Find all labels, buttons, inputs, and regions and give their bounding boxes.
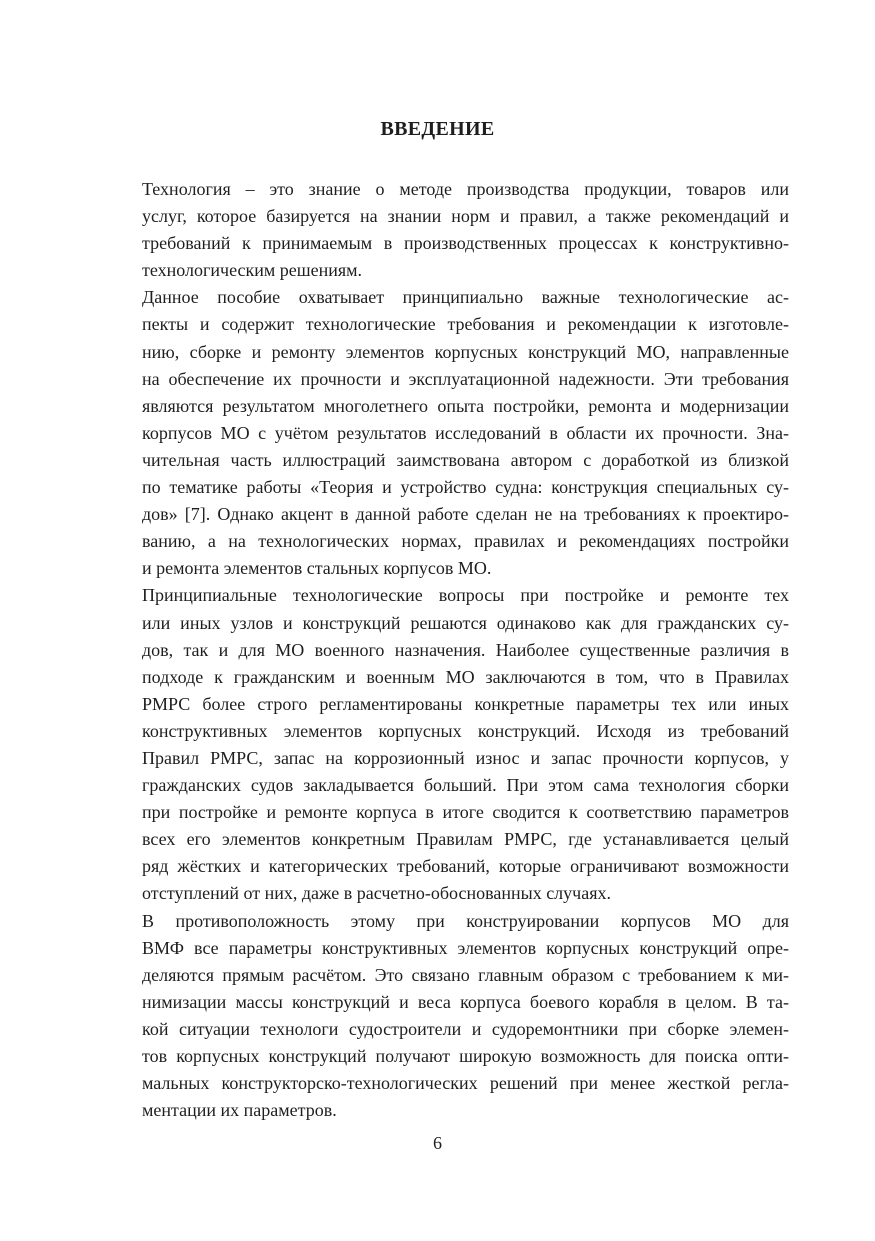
paragraph-line: дов» [7]. Однако акцент в данной работе сделан не на требованиях к проектиро- (142, 504, 789, 525)
paragraph-line: ряд жёстких и категорических требований, которые ограничивают возможности (142, 856, 789, 877)
paragraph-line: ВМФ все параметры конструктивных элементов корпусных конструкций опре- (142, 937, 789, 958)
paragraph-4 (86, 908, 789, 1125)
paragraph-line: дов, так и для МО военного назначения. Наиболее существенные различия в (142, 639, 789, 660)
paragraph-line: мальных конструкторско-технологических решений при менее жесткой регла- (142, 1073, 789, 1094)
paragraph-line: на обеспечение их прочности и эксплуатационной надежности. Эти требования (142, 368, 789, 389)
paragraph-line: чительная часть иллюстраций заимствована автором с доработкой из близкой (142, 449, 789, 470)
paragraph-line: гражданских судов закладывается больший. При этом сама технология сборки (142, 775, 789, 796)
paragraph-line: при постройке и ремонте корпуса в итоге сводится к соответствию параметров (142, 802, 789, 823)
paragraph-2 (86, 284, 789, 582)
paragraph-line: Данное пособие охватывает принципиально важные технологические ас- (142, 287, 789, 308)
paragraph-line: или иных узлов и конструкций решаются одинаково как для гражданских су- (142, 612, 789, 633)
document-page (86, 0, 789, 1241)
paragraph-line: В противоположность этому при конструировании корпусов МО для (142, 910, 789, 931)
paragraph-3 (86, 582, 789, 907)
paragraph-1 (86, 176, 789, 284)
paragraph-line: подходе к гражданским и военным МО заключаются в том, что в Правилах (142, 666, 789, 687)
paragraph-line: Технология – это знание о методе производства продукции, товаров или (142, 179, 789, 199)
paragraph-line: пекты и содержит технологические требования и рекомендации к изготовле- (142, 314, 789, 335)
paragraph-line: отступлений от них, даже в расчетно-обоснованных случаях. (142, 883, 611, 904)
paragraph-line: технологическим решениям. (142, 260, 363, 281)
paragraph-line: Правил РМРС, запас на коррозионный износ и запас прочности корпусов, у (142, 747, 789, 768)
paragraph-line: ментации их параметров. (142, 1100, 337, 1121)
body-text (86, 176, 789, 1124)
paragraph-line: корпусов МО с учётом результатов исследований в области их прочности. Зна- (142, 422, 789, 443)
paragraph-line: всех его элементов конкретным Правилам РМРС, где устанавливается целый (142, 829, 789, 850)
paragraph-line: нию, сборке и ремонту элементов корпусных конструкций МО, направленные (142, 341, 789, 362)
paragraph-line: по тематике работы «Теория и устройство судна: конструкция специальных су- (142, 477, 789, 498)
page-number: 6 (433, 1133, 442, 1153)
page-title: ВВЕДЕНИЕ (380, 118, 495, 140)
paragraph-line: конструктивных элементов корпусных конструкций. Исходя из требований (142, 720, 789, 741)
paragraph-line: тов корпусных конструкций получают широкую возможность для поиска опти- (142, 1046, 789, 1066)
paragraph-line: нимизации массы конструкций и веса корпуса боевого корабля в целом. В та- (142, 991, 789, 1012)
paragraph-line: РМРС более строго регламентированы конкретные параметры тех или иных (142, 693, 789, 714)
paragraph-line: деляются прямым расчётом. Это связано главным образом с требованием к ми- (142, 964, 789, 985)
paragraph-line: Принципиальные технологические вопросы при постройке и ремонте тех (142, 585, 789, 606)
paragraph-line: ванию, а на технологических нормах, правилах и рекомендациях постройки (142, 531, 789, 552)
paragraph-line: являются результатом многолетнего опыта постройки, ремонта и модернизации (142, 395, 789, 416)
paragraph-line: и ремонта элементов стальных корпусов МО. (142, 558, 492, 579)
paragraph-line: услуг, которое базируется на знании норм и правил, а также рекомендаций и (142, 206, 789, 227)
paragraph-line: требований к принимаемым в производственных процессах к конструктивно- (142, 233, 789, 254)
paragraph-line: кой ситуации технологи судостроители и судоремонтники при сборке элемен- (142, 1018, 789, 1039)
